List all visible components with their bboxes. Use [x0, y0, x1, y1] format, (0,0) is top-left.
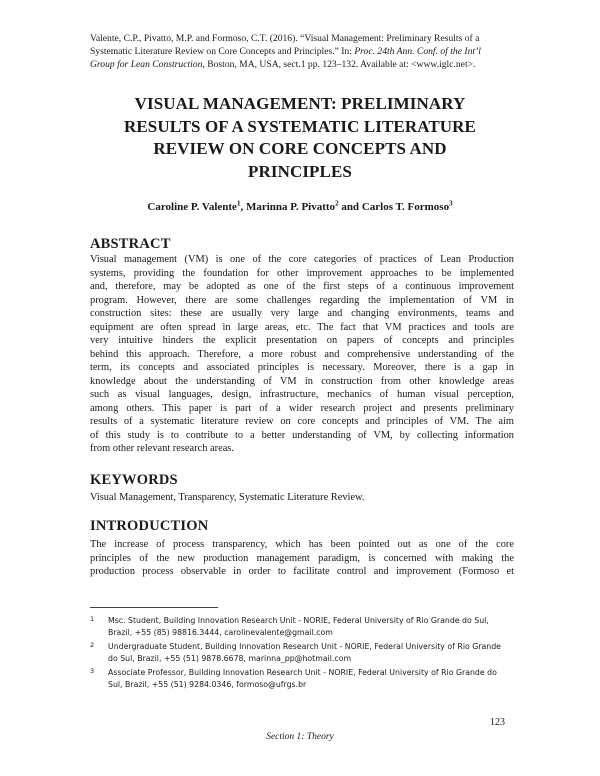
- abstract-line: systems, providing the foundation for other improvement approaches to be implemented: [90, 267, 514, 279]
- abstract-line: construction sites: these are usually very large and changing environments, teams and: [90, 308, 514, 319]
- abstract-heading: ABSTRACT: [90, 236, 171, 252]
- footnote: [90, 667, 530, 691]
- abstract-line: behind this approach. Therefore, a more robust and comprehensive understanding of the: [90, 348, 514, 360]
- introduction-line: The increase of process transparency, which has been pointed out as one of the core: [90, 539, 514, 550]
- title-line: PRINCIPLES: [248, 161, 352, 181]
- page-number: 123: [490, 717, 505, 728]
- author-name: Caroline P. Valente: [147, 201, 237, 213]
- footnote: [90, 615, 530, 639]
- citation-line-2: [90, 45, 514, 58]
- introduction-line: production process observable in order to facilitate control and improvement (Formoso et: [90, 566, 514, 577]
- citation-line-2-text: Systematic Literature Review on Core Concepts and Principles.” In:: [90, 46, 352, 57]
- keywords-heading: KEYWORDS: [90, 472, 178, 488]
- footnotes: [90, 615, 530, 693]
- citation-header: [90, 32, 514, 71]
- abstract-line: term, its concepts and associated principles is necessary. Moreover, there is a gap in: [90, 362, 514, 373]
- citation-line-3-text: , Boston, MA, USA, sect.1 pp. 123–132. Available at: <www.iglc.net>.: [202, 59, 476, 70]
- keywords-body: [90, 491, 514, 505]
- abstract-line: Visual management (VM) is one of the core categories of practices of Lean Production: [90, 254, 514, 265]
- abstract-line: very intuitive hinders the explicit presentation on papers of concepts and principles: [90, 335, 514, 346]
- footnote-line: do Sul, Brazil, +55 (51) 9878.6678, marinna_pp@hotmail.com: [108, 654, 352, 663]
- abstract-line: among others. This paper is part of a wider research project and presents preliminary: [90, 402, 514, 414]
- author-affiliation-mark: 2: [335, 199, 339, 208]
- footnote-line: Sul, Brazil, +55 (51) 9284.0346, formoso@ufrgs.br: [108, 680, 307, 689]
- abstract-line: results of a systematic literature review on core concepts and principles of VM. The aim: [90, 416, 514, 427]
- author-affiliation-mark: 3: [449, 199, 453, 208]
- footnote-line: Msc. Student, Building Innovation Research Unit - NORIE, Federal University of Rio Grande do Sul,: [108, 616, 489, 625]
- paper-title: [70, 93, 530, 183]
- footnote-number: 3: [90, 667, 95, 675]
- author-separator: ,: [240, 201, 246, 213]
- abstract-line: and, therefore, may be adopted as one of the first steps of a continuous improvement: [90, 281, 514, 292]
- citation-line-1: Valente, C.P., Pivatto, M.P. and Formoso, C.T. (2016). “Visual Management: Preliminary Results of a: [90, 33, 480, 44]
- author-name: Marinna P. Pivatto: [245, 201, 336, 213]
- footnote-line: Undergraduate Student, Building Innovation Research Unit - NORIE, Federal University of Rio Grande: [108, 642, 501, 651]
- abstract-line: of this study is to contribute to a better understanding of VM, by collecting information: [90, 429, 514, 441]
- keywords-text: Visual Management, Transparency, Systematic Literature Review.: [90, 492, 365, 503]
- footnote-number: 1: [90, 615, 95, 623]
- footnote-line: Associate Professor, Building Innovation Research Unit - NORIE, Federal University of Rio Grande do: [108, 668, 497, 677]
- introduction-body: [90, 538, 514, 579]
- footnote-number: 2: [90, 641, 95, 649]
- abstract-line: program. However, there are some challenges regarding the implementation of VM in: [90, 294, 514, 306]
- abstract-line: knowledge about the understanding of VM in construction from other knowledge areas: [90, 375, 514, 387]
- title-line: RESULTS OF A SYSTEMATIC LITERATURE: [123, 116, 476, 136]
- footnote: [90, 641, 530, 665]
- author-name: Carlos T. Formoso: [361, 201, 450, 213]
- footnote-line: Brazil, +55 (85) 98816.3444, carolinevalente@gmail.com: [108, 628, 333, 637]
- introduction-heading: INTRODUCTION: [90, 518, 209, 534]
- introduction-line: principles of the new production management paradigm, is concerned with making the: [90, 552, 514, 564]
- page-footer: Section 1: Theory: [266, 732, 334, 742]
- author-list: [60, 200, 540, 214]
- citation-line-2-italic: Proc. 24th Ann. Conf. of the Int’l: [354, 46, 481, 57]
- footnote-divider: [90, 607, 218, 608]
- abstract-body: [90, 253, 514, 456]
- title-line: REVIEW ON CORE CONCEPTS AND: [153, 139, 447, 158]
- abstract-line: such as visual languages, design, infrastructure, mechanics of human visual perception,: [90, 389, 514, 400]
- author-affiliation-mark: 1: [236, 199, 241, 208]
- citation-line-3-italic: Group for Lean Construction: [90, 59, 203, 70]
- abstract-line: from other relevant research areas.: [90, 443, 234, 454]
- author-separator: and: [338, 201, 362, 213]
- title-line: VISUAL MANAGEMENT: PRELIMINARY: [134, 94, 466, 113]
- citation-line-3: [90, 58, 514, 71]
- abstract-line: equipment are often spread in large areas, etc. The fact that VM practices and tools are: [90, 321, 514, 333]
